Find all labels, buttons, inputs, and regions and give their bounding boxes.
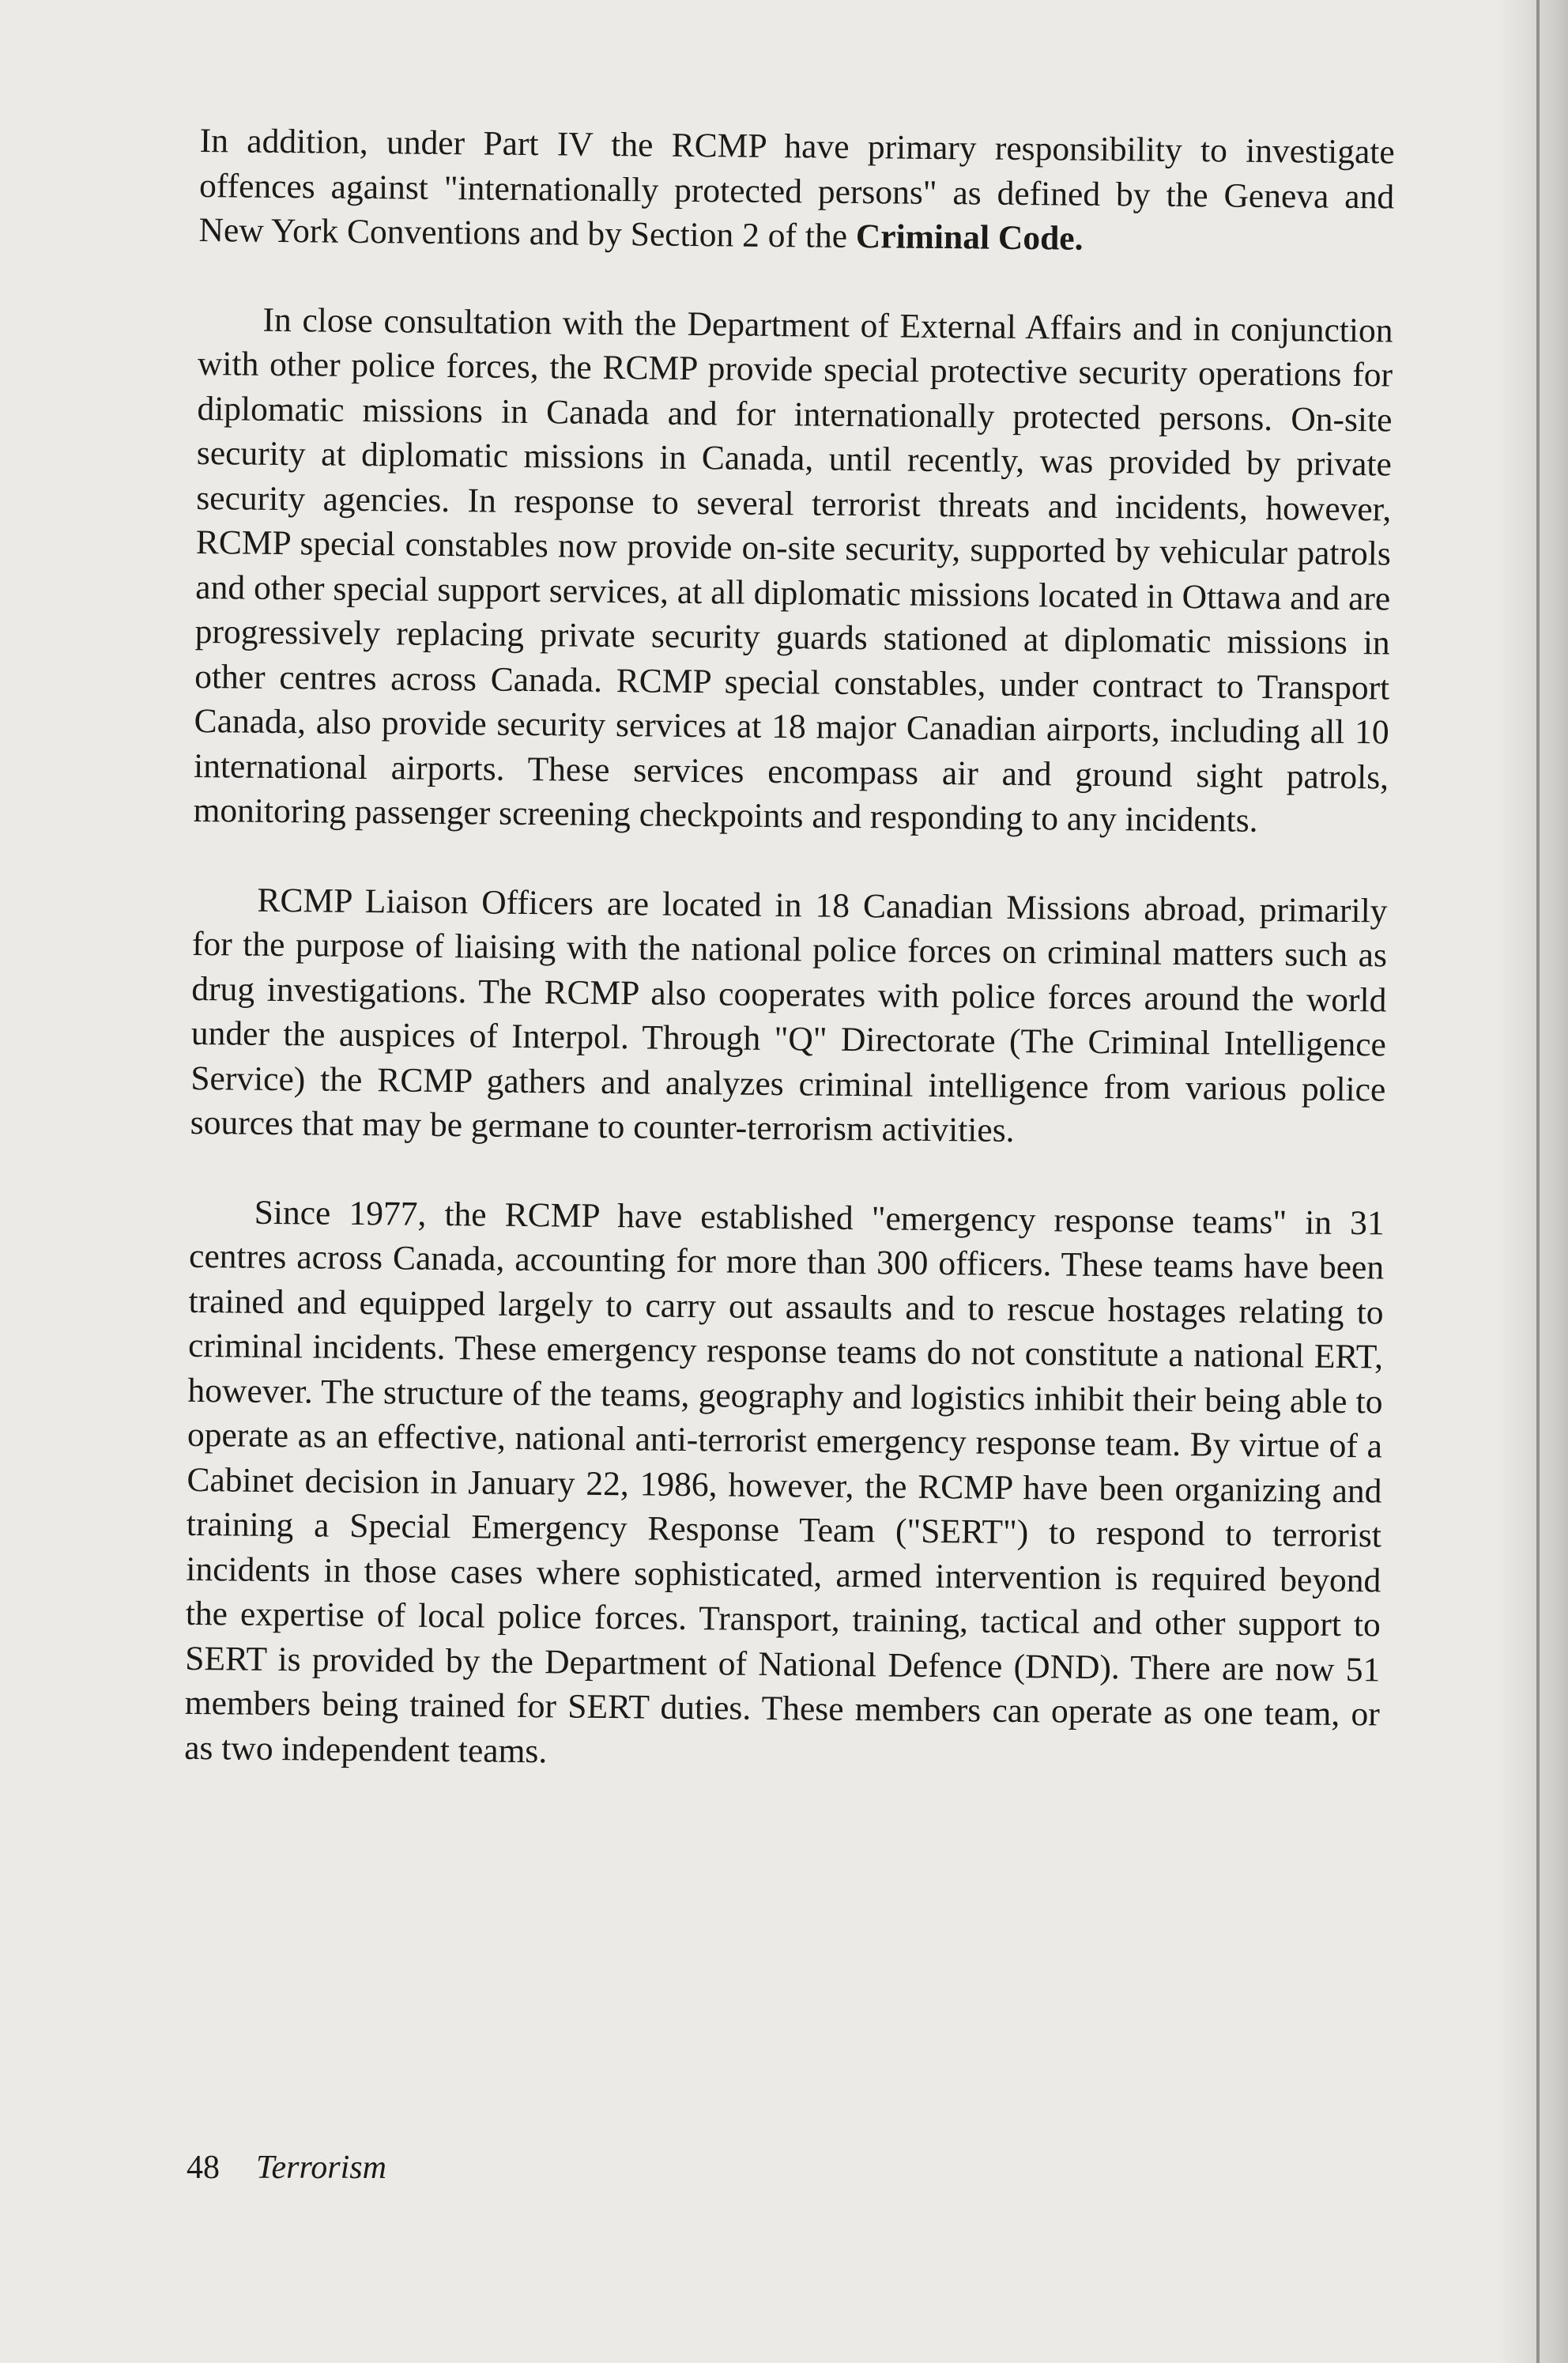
criminal-code-reference: Criminal Code. — [855, 217, 1084, 258]
running-title: Terrorism — [256, 2150, 386, 2186]
body-text — [183, 119, 1395, 1825]
page-footer — [187, 2149, 386, 2187]
page-number: 48 — [187, 2150, 220, 2186]
paragraph-2: In close consultation with the Department of External Affairs and in conjunction with other police forces, the RCMP provide special protective security operations for diplomatic missions in Canada and for internationally protected persons. On-site security at diplomatic missions in Canada, until recently, was provided by private security agencies. In response to several terrorist threats and incidents, however, RCMP special constables now provide on-site security, supported by vehicular patrols and other special support services, at all diplomatic missions located in Ottawa and are progressively replacing private security guards stationed at diplomatic missions in other centres across Canada. RCMP special constables, under contract to Transport Canada, also provide security services at 18 major Canadian airports, including all 10 international airports. These services encompass air and ground sight patrols, monitoring passenger screening checkpoints and responding to any incidents. — [193, 300, 1393, 840]
paragraph-3: RCMP Liaison Officers are located in 18 Canadian Missions abroad, primarily for the purpose of liaising with the national police forces on criminal matters such as drug investigations. The RCMP also cooperates with police forces around the world under the auspices of Interpol. Through "Q" Directorate (The Criminal Intelligence Service) the RCMP gathers and analyzes criminal intelligence from various police sources that may be germane to counter-terrorism activities. — [190, 881, 1388, 1149]
binding-shadow — [1497, 0, 1568, 2363]
paragraph-1-text: In addition, under Part IV the RCMP have primary responsibility to investigate offences against "internationally protected persons" as defined by the Geneva and New York Conventions and by Section 2 of the — [198, 121, 1395, 255]
paragraph-1 — [198, 119, 1395, 264]
paragraph-4: Since 1977, the RCMP have established "emergency response teams" in 31 centres across Canada, accounting for more than 300 officers. These teams have been trained and equipped largely to carry out assaults and to rescue hostages relating to criminal incidents. These emergency response teams do not constitute a national ERT, however. The structure of the teams, geography and logistics inhibit their being able to operate as an effective, national anti-terrorist emergency response team. By virtue of a Cabinet decision in January 22, 1986, however, the RCMP have been organizing and training a Special Emergency Response Team ("SERT") to respond to terrorist incidents in those cases where sophisticated, armed intervention is required beyond the expertise of local police forces. Transport, training, tactical and other support to SERT is provided by the Department of National Defence (DND). There are now 51 members being trained for SERT duties. These members can operate as one team, or as two independent teams. — [183, 1193, 1385, 1770]
page-edge — [1536, 0, 1540, 2363]
